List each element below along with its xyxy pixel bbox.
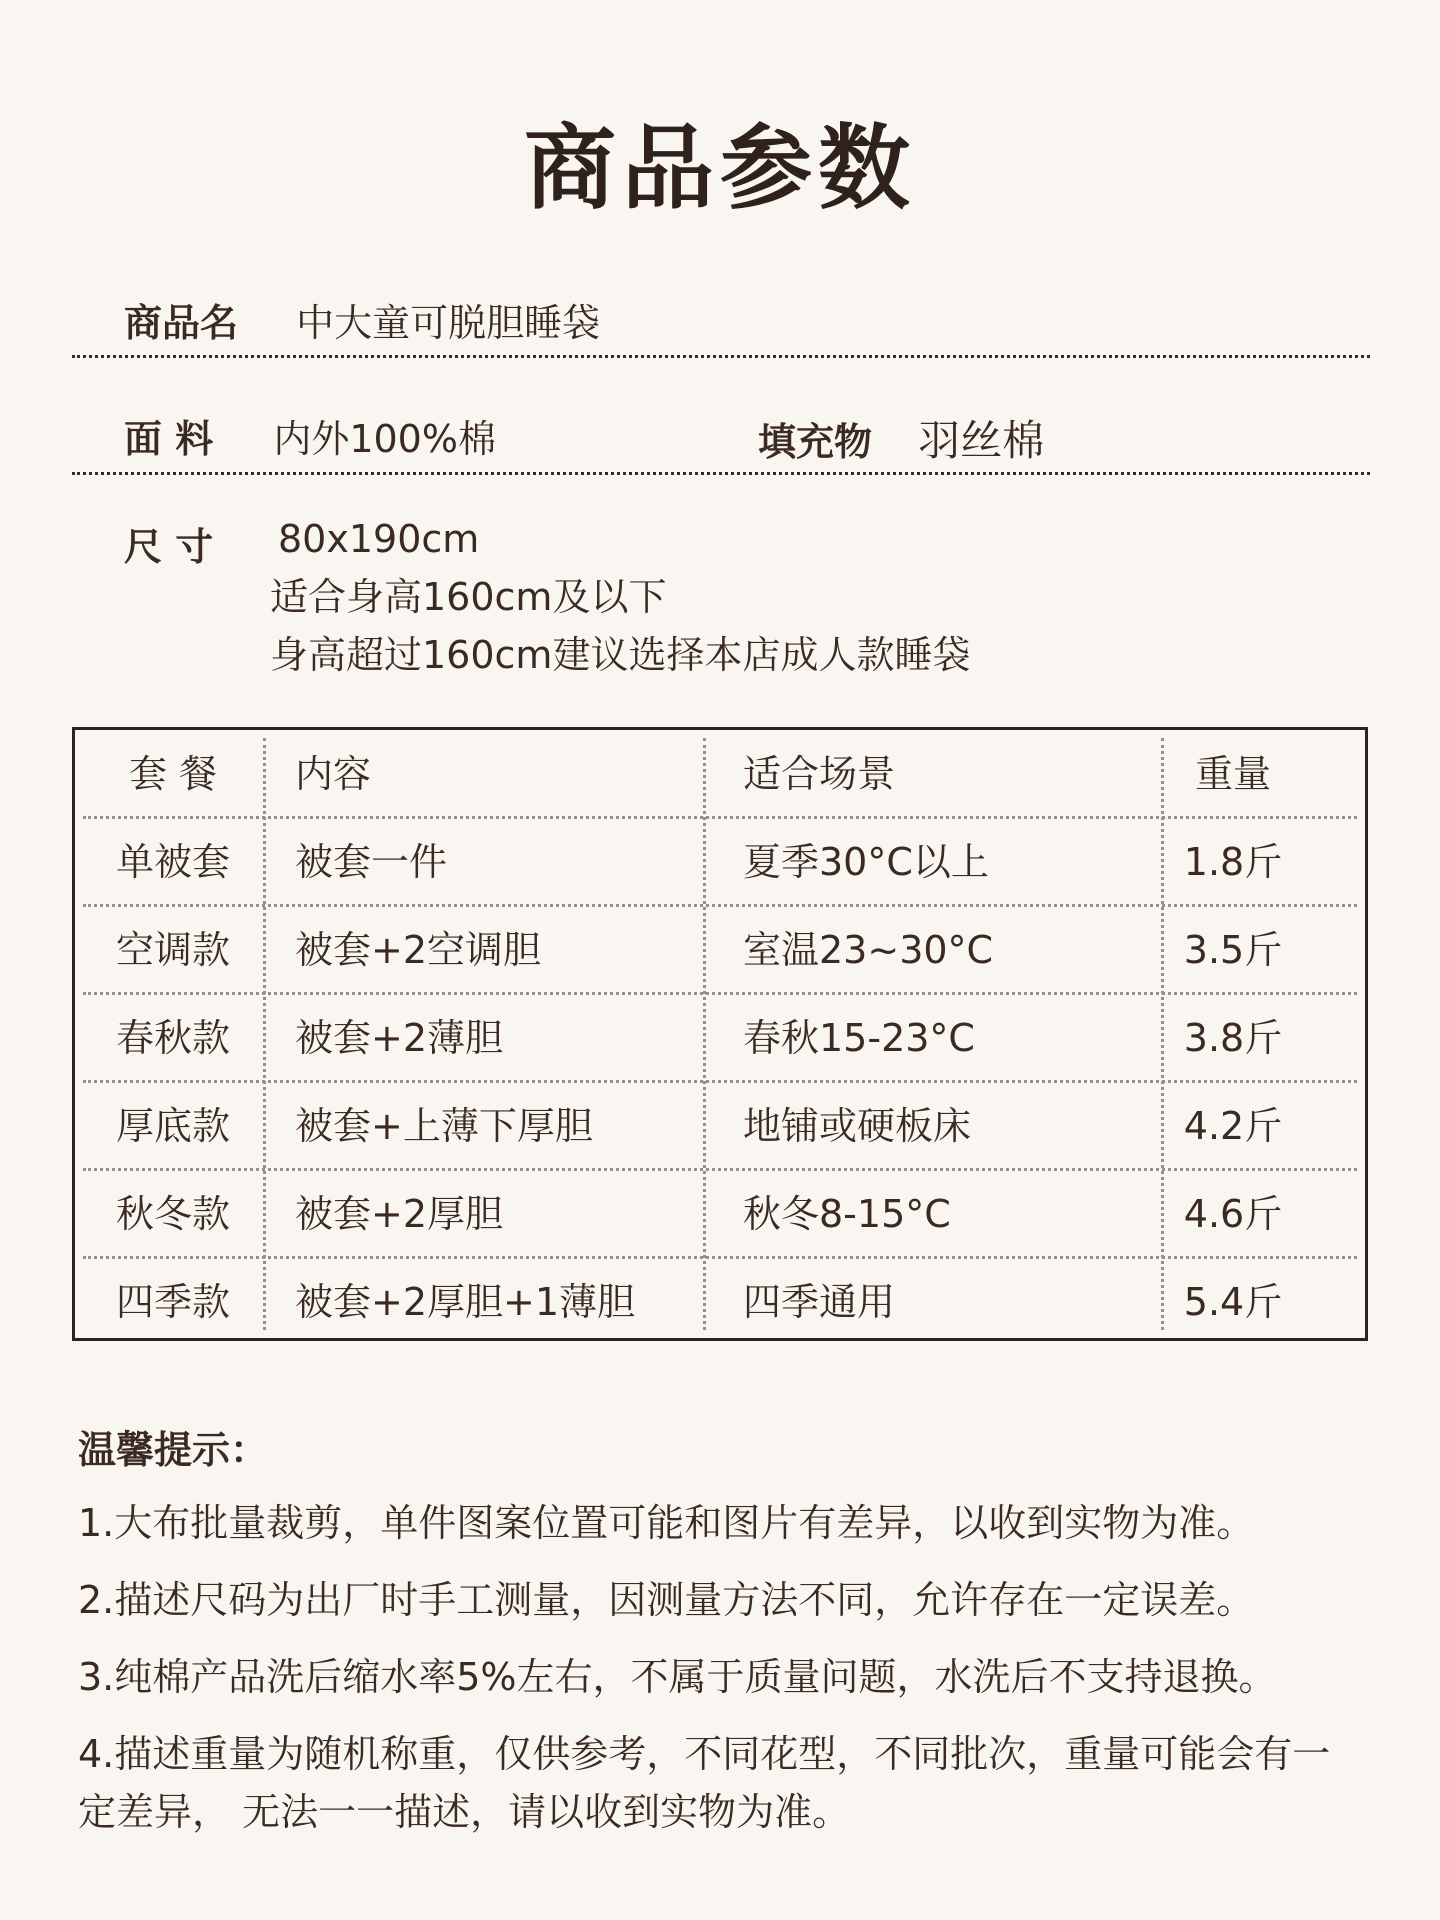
table-row bbox=[83, 1170, 1357, 1258]
cell-scene: 四季通用 bbox=[743, 1280, 896, 1324]
cell-content: 被套+2薄胆 bbox=[295, 1016, 504, 1060]
tip-item: 2.描述尺码为出厂时手工测量，因测量方法不同，允许存在一定误差。 bbox=[78, 1578, 1255, 1622]
table-row bbox=[83, 994, 1357, 1082]
tips-section bbox=[78, 1420, 1368, 1860]
size-line: 80x190cm bbox=[278, 517, 480, 561]
cell-content: 被套+上薄下厚胆 bbox=[295, 1104, 593, 1148]
product-name-label: 商品名 bbox=[124, 301, 239, 345]
cell-content: 被套一件 bbox=[295, 840, 448, 884]
header-package: 套 餐 bbox=[128, 752, 218, 796]
cell-weight: 5.4斤 bbox=[1183, 1280, 1283, 1324]
fabric-row bbox=[124, 408, 496, 463]
cell-package: 春秋款 bbox=[115, 1016, 230, 1060]
page-title: 商品参数 bbox=[523, 115, 916, 222]
cell-package: 秋冬款 bbox=[115, 1192, 230, 1236]
package-table bbox=[72, 727, 1368, 1341]
tips-title: 温馨提示： bbox=[78, 1428, 269, 1472]
table-row bbox=[83, 906, 1357, 994]
product-name-row bbox=[124, 292, 600, 347]
tip-item: 3.纯棉产品洗后缩水率5%左右，不属于质量问题，水洗后不支持退换。 bbox=[78, 1655, 1277, 1699]
filling-label: 填充物 bbox=[758, 420, 873, 464]
cell-scene: 夏季30°C以上 bbox=[743, 840, 989, 884]
tip-item: 1.大布批量裁剪，单件图案位置可能和图片有差异，以收到实物为准。 bbox=[78, 1501, 1255, 1545]
divider bbox=[72, 355, 1370, 358]
table-row bbox=[83, 818, 1357, 906]
cell-weight: 3.5斤 bbox=[1183, 928, 1283, 972]
filling-row bbox=[758, 408, 1044, 468]
header-weight: 重量 bbox=[1194, 752, 1271, 796]
table-header-row bbox=[83, 730, 1357, 818]
size-line: 适合身高160cm及以下 bbox=[270, 575, 667, 619]
cell-scene: 室温23~30°C bbox=[743, 928, 994, 972]
cell-content: 被套+2厚胆+1薄胆 bbox=[295, 1280, 636, 1324]
cell-content: 被套+2空调胆 bbox=[295, 928, 542, 972]
size-label-row bbox=[124, 516, 213, 571]
cell-scene: 秋冬8-15°C bbox=[743, 1192, 951, 1236]
cell-package: 厚底款 bbox=[115, 1104, 230, 1148]
size-label: 尺 寸 bbox=[124, 525, 214, 569]
cell-content: 被套+2厚胆 bbox=[295, 1192, 504, 1236]
fabric-value: 内外100%棉 bbox=[273, 417, 496, 461]
cell-package: 空调款 bbox=[115, 928, 230, 972]
product-name-value: 中大童可脱胆睡袋 bbox=[296, 301, 601, 345]
header-scene: 适合场景 bbox=[743, 752, 896, 796]
cell-weight: 4.6斤 bbox=[1183, 1192, 1283, 1236]
cell-package: 单被套 bbox=[115, 840, 230, 884]
tip-item: 4.描述重量为随机称重，仅供参考，不同花型，不同批次，重量可能会有一定差异， 无法一一描述，请以收到实物为准。 bbox=[78, 1732, 1331, 1834]
size-details bbox=[270, 510, 970, 684]
size-line: 身高超过160cm建议选择本店成人款睡袋 bbox=[270, 633, 971, 677]
cell-weight: 4.2斤 bbox=[1183, 1104, 1283, 1148]
divider bbox=[72, 472, 1370, 475]
cell-package: 四季款 bbox=[115, 1280, 230, 1324]
table-row bbox=[83, 1082, 1357, 1170]
table-row bbox=[83, 1258, 1357, 1346]
cell-scene: 地铺或硬板床 bbox=[743, 1104, 972, 1148]
header-content: 内容 bbox=[295, 752, 372, 796]
cell-weight: 1.8斤 bbox=[1183, 840, 1283, 884]
fabric-label: 面 料 bbox=[124, 417, 214, 461]
cell-scene: 春秋15-23°C bbox=[743, 1016, 975, 1060]
filling-value: 羽丝棉 bbox=[918, 416, 1045, 465]
cell-weight: 3.8斤 bbox=[1183, 1016, 1283, 1060]
